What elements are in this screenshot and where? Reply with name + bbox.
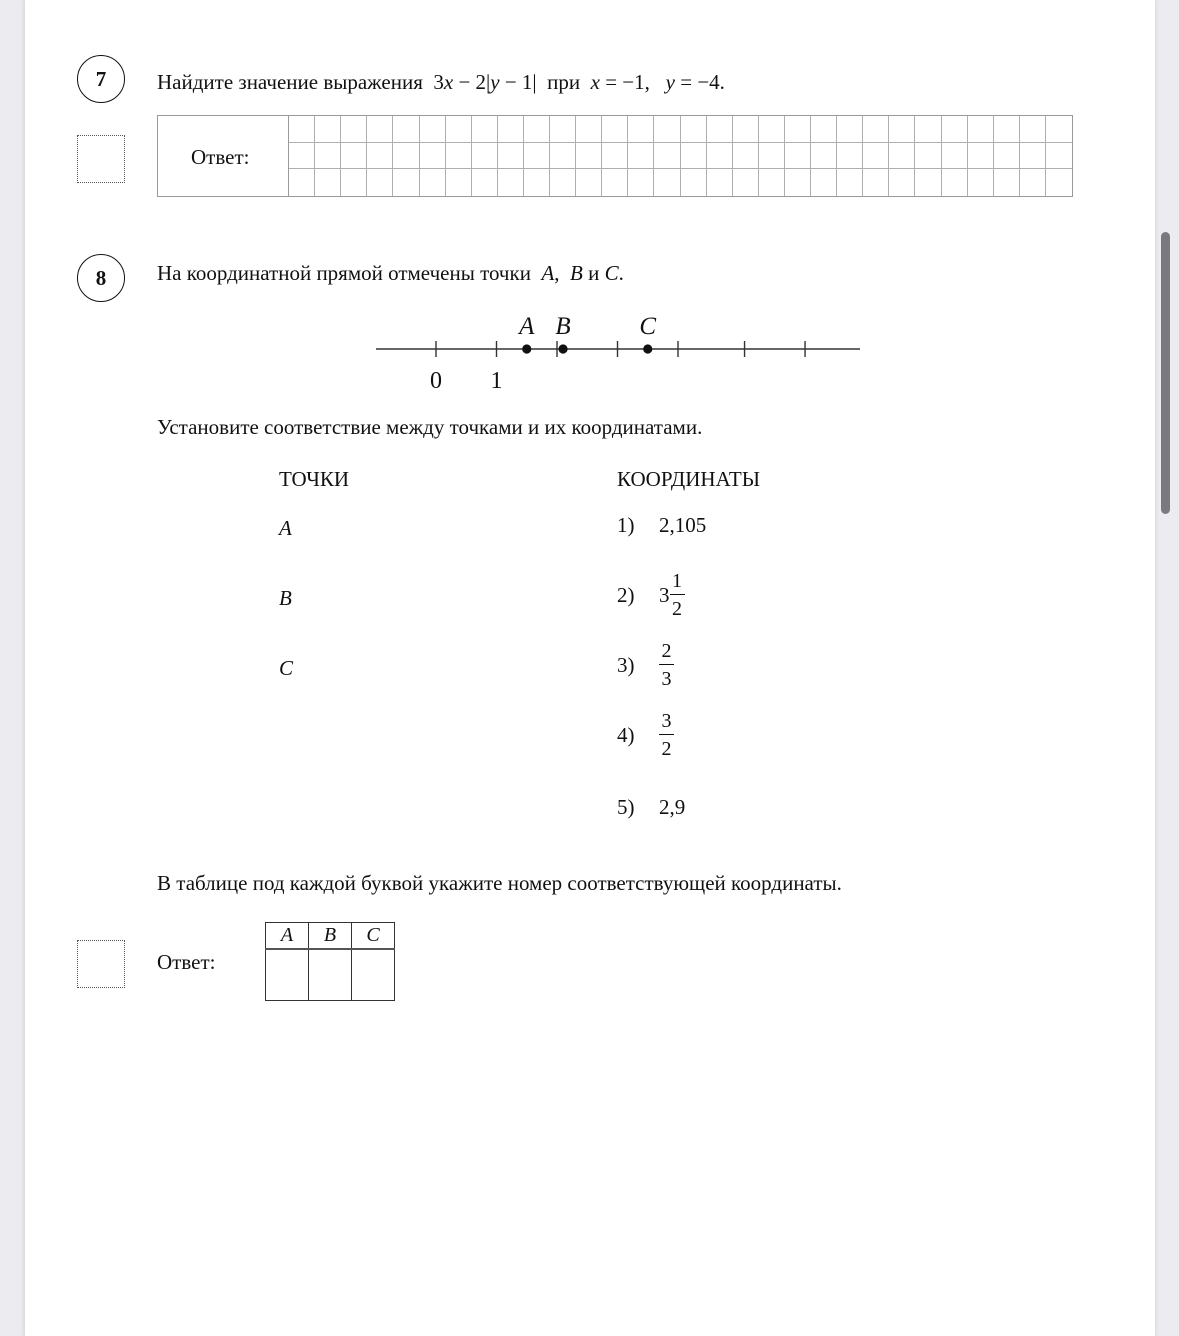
answer-grid-cell[interactable] xyxy=(1020,169,1046,196)
answer-grid-cell[interactable] xyxy=(367,116,393,143)
answer-grid-cell[interactable] xyxy=(289,143,315,170)
answer-header-c: C xyxy=(352,923,395,950)
answer-grid-cell[interactable] xyxy=(889,116,915,143)
answer-grid-cell[interactable] xyxy=(367,143,393,170)
prompt-text: Найдите значение выражения xyxy=(157,70,423,94)
answer-grid-cell[interactable] xyxy=(393,116,419,143)
answer-grid-cell[interactable] xyxy=(681,169,707,196)
answer-grid-cell[interactable] xyxy=(628,116,654,143)
condition-x: x = −1, xyxy=(590,70,650,94)
prompt-text: На координатной прямой отмечены точки xyxy=(157,261,531,285)
denominator: 2 xyxy=(661,738,672,760)
option-value xyxy=(659,641,674,689)
answer-grid-cell[interactable] xyxy=(915,169,941,196)
answer-grid-cell[interactable] xyxy=(289,169,315,196)
answer-grid-cell[interactable] xyxy=(524,116,550,143)
answer-grid-cell[interactable] xyxy=(341,116,367,143)
answer-grid-cell[interactable] xyxy=(550,169,576,196)
answer-grid-cell[interactable] xyxy=(863,116,889,143)
answer-grid-cell[interactable] xyxy=(785,116,811,143)
answer-grid-cell[interactable] xyxy=(942,116,968,143)
answer-grid-cell[interactable] xyxy=(498,169,524,196)
option-value xyxy=(659,571,685,619)
fraction-bar xyxy=(659,734,674,735)
point-name: A xyxy=(541,261,555,285)
answer-grid-cell[interactable] xyxy=(759,143,785,170)
point-b-dot xyxy=(558,344,567,353)
denominator: 3 xyxy=(661,668,672,690)
option-number: 1) xyxy=(617,513,635,537)
table-instruction: В таблице под каждой буквой укажите номер соответствующей координаты. xyxy=(157,871,842,895)
answer-grid-cell[interactable] xyxy=(707,169,733,196)
answer-grid-cell[interactable] xyxy=(994,143,1020,170)
answer-grid-cell[interactable] xyxy=(576,116,602,143)
points-column-header: ТОЧКИ xyxy=(279,467,350,491)
answer-grid-cell[interactable] xyxy=(628,143,654,170)
answer-grid-cell[interactable] xyxy=(811,143,837,170)
point-b-label: B xyxy=(279,586,292,610)
answer-grid-cell[interactable] xyxy=(628,169,654,196)
number-line xyxy=(370,305,870,400)
point-a-dot xyxy=(522,344,531,353)
option-5 xyxy=(617,795,685,820)
answer-header-b: B xyxy=(309,923,352,950)
option-1 xyxy=(617,513,706,538)
answer-grid-cell[interactable] xyxy=(654,116,680,143)
answer-grid-cell[interactable] xyxy=(1020,143,1046,170)
option-number: 5) xyxy=(617,795,635,819)
answer-header-a: A xyxy=(266,923,309,950)
answer-grid-cell[interactable] xyxy=(472,143,498,170)
tick-label: 0 xyxy=(430,368,442,394)
answer-grid-cell[interactable] xyxy=(994,169,1020,196)
answer-grid-cell[interactable] xyxy=(498,116,524,143)
answer-grid-cell[interactable] xyxy=(785,143,811,170)
option-number: 3) xyxy=(617,652,635,677)
matching-instruction: Установите соответствие между точками и их координатами. xyxy=(157,415,703,439)
answer-grid-cell[interactable] xyxy=(1046,143,1072,170)
numerator: 2 xyxy=(661,640,672,662)
answer-grid-cell[interactable] xyxy=(393,169,419,196)
point-c-dot xyxy=(643,344,652,353)
scrollbar-track[interactable] xyxy=(1155,0,1179,1336)
expression: 3x − 2|y − 1| xyxy=(433,70,537,94)
task-number: 8 xyxy=(95,265,107,290)
answer-grid-cell[interactable] xyxy=(446,143,472,170)
answer-grid-cell[interactable] xyxy=(707,143,733,170)
option-2 xyxy=(617,571,685,619)
tick-label: 1 xyxy=(490,368,503,394)
point-c-label: C xyxy=(279,656,294,680)
answer-grid-cell[interactable] xyxy=(289,116,315,143)
answer-cell-c[interactable] xyxy=(352,949,395,1001)
point-name: C xyxy=(604,261,619,285)
answer-grid-cell[interactable] xyxy=(863,169,889,196)
task-7-number-badge xyxy=(77,55,125,103)
answer-grid-cell[interactable] xyxy=(681,116,707,143)
answer-label: Ответ: xyxy=(191,145,250,169)
answer-grid-cell[interactable] xyxy=(889,143,915,170)
answer-grid-cell[interactable] xyxy=(968,169,994,196)
point-name: B xyxy=(570,261,583,285)
answer-cell-b[interactable] xyxy=(309,949,352,1001)
point-a-label: A xyxy=(519,313,535,340)
option-number: 4) xyxy=(617,722,635,747)
answer-grid-cell[interactable] xyxy=(315,116,341,143)
answer-grid-cell[interactable] xyxy=(968,116,994,143)
answer-grid[interactable] xyxy=(288,116,1072,196)
answer-grid-cell[interactable] xyxy=(315,169,341,196)
answer-grid-cell[interactable] xyxy=(524,143,550,170)
option-4 xyxy=(617,711,674,759)
answer-grid-cell[interactable] xyxy=(446,169,472,196)
answer-grid-cell[interactable] xyxy=(942,169,968,196)
option-value xyxy=(659,711,674,759)
option-value: 2,9 xyxy=(659,795,686,819)
answer-grid-cell[interactable] xyxy=(602,169,628,196)
task-8-score-box xyxy=(77,940,125,988)
conjunction: и xyxy=(588,261,600,285)
answer-grid-cell[interactable] xyxy=(550,143,576,170)
answer-grid-cell[interactable] xyxy=(1046,169,1072,196)
answer-grid-cell[interactable] xyxy=(785,169,811,196)
answer-grid-cell[interactable] xyxy=(942,143,968,170)
answer-grid-cell[interactable] xyxy=(420,143,446,170)
answer-grid-cell[interactable] xyxy=(550,116,576,143)
answer-grid-cell[interactable] xyxy=(994,116,1020,143)
option-3 xyxy=(617,641,674,689)
answer-grid-cell[interactable] xyxy=(472,169,498,196)
answer-grid-cell[interactable] xyxy=(837,143,863,170)
task-7-prompt xyxy=(157,70,725,95)
answer-grid-cell[interactable] xyxy=(420,116,446,143)
task-7-answer-box[interactable] xyxy=(157,115,1073,197)
answer-grid-cell[interactable] xyxy=(1020,116,1046,143)
answer-grid-cell[interactable] xyxy=(341,143,367,170)
answer-grid-cell[interactable] xyxy=(341,169,367,196)
document-page xyxy=(25,0,1155,1336)
fraction xyxy=(670,571,685,619)
answer-grid-cell[interactable] xyxy=(707,116,733,143)
point-c-label: C xyxy=(639,313,657,340)
option-number: 2) xyxy=(617,582,635,607)
task-8-number-badge xyxy=(77,254,125,302)
answer-grid-cell[interactable] xyxy=(863,143,889,170)
numerator: 3 xyxy=(661,710,672,732)
answer-grid-cell[interactable] xyxy=(602,143,628,170)
point-a-label: A xyxy=(279,516,292,540)
answer-grid-cell[interactable] xyxy=(576,169,602,196)
answer-grid-cell[interactable] xyxy=(837,169,863,196)
point-b-label: B xyxy=(555,313,571,340)
answer-grid-cell[interactable] xyxy=(733,143,759,170)
answer-grid-cell[interactable] xyxy=(733,116,759,143)
task-7-score-box xyxy=(77,135,125,183)
option-value: 2,105 xyxy=(659,513,707,537)
task-8-prompt: На координатной прямой отмечены точки A, B и C. xyxy=(157,261,624,285)
answer-grid-cell[interactable] xyxy=(446,116,472,143)
answer-grid-cell[interactable] xyxy=(889,169,915,196)
answer-grid-cell[interactable] xyxy=(654,143,680,170)
answer-grid-cell[interactable] xyxy=(915,116,941,143)
answer-grid-cell[interactable] xyxy=(968,143,994,170)
answer-grid-cell[interactable] xyxy=(654,169,680,196)
fraction-bar xyxy=(670,594,685,595)
coordinates-column-header: КООРДИНАТЫ xyxy=(617,467,761,491)
answer-grid-cell[interactable] xyxy=(393,143,419,170)
answer-grid-cell[interactable] xyxy=(811,169,837,196)
answer-grid-cell[interactable] xyxy=(837,116,863,143)
answer-grid-cell[interactable] xyxy=(315,143,341,170)
answer-grid-cell[interactable] xyxy=(811,116,837,143)
answer-grid-cell[interactable] xyxy=(420,169,446,196)
scrollbar-thumb[interactable] xyxy=(1161,232,1170,514)
answer-grid-cell[interactable] xyxy=(759,116,785,143)
answer-grid-cell[interactable] xyxy=(498,143,524,170)
answer-grid-cell[interactable] xyxy=(367,169,393,196)
answer-grid-cell[interactable] xyxy=(733,169,759,196)
numerator: 1 xyxy=(672,570,682,592)
answer-grid-cell[interactable] xyxy=(1046,116,1072,143)
condition-y: y = −4. xyxy=(665,70,725,94)
answer-table xyxy=(265,922,395,1001)
answer-label: Ответ: xyxy=(157,950,216,974)
condition-word: при xyxy=(547,70,581,94)
answer-grid-cell[interactable] xyxy=(602,116,628,143)
answer-grid-cell[interactable] xyxy=(576,143,602,170)
answer-grid-cell[interactable] xyxy=(524,169,550,196)
task-number: 7 xyxy=(95,66,107,91)
answer-grid-cell[interactable] xyxy=(681,143,707,170)
answer-grid-cell[interactable] xyxy=(915,143,941,170)
whole-part: 3 xyxy=(659,582,670,607)
fraction-bar xyxy=(659,664,674,665)
answer-grid-cell[interactable] xyxy=(759,169,785,196)
denominator: 2 xyxy=(672,598,682,620)
answer-cell-a[interactable] xyxy=(266,949,309,1001)
answer-grid-cell[interactable] xyxy=(472,116,498,143)
